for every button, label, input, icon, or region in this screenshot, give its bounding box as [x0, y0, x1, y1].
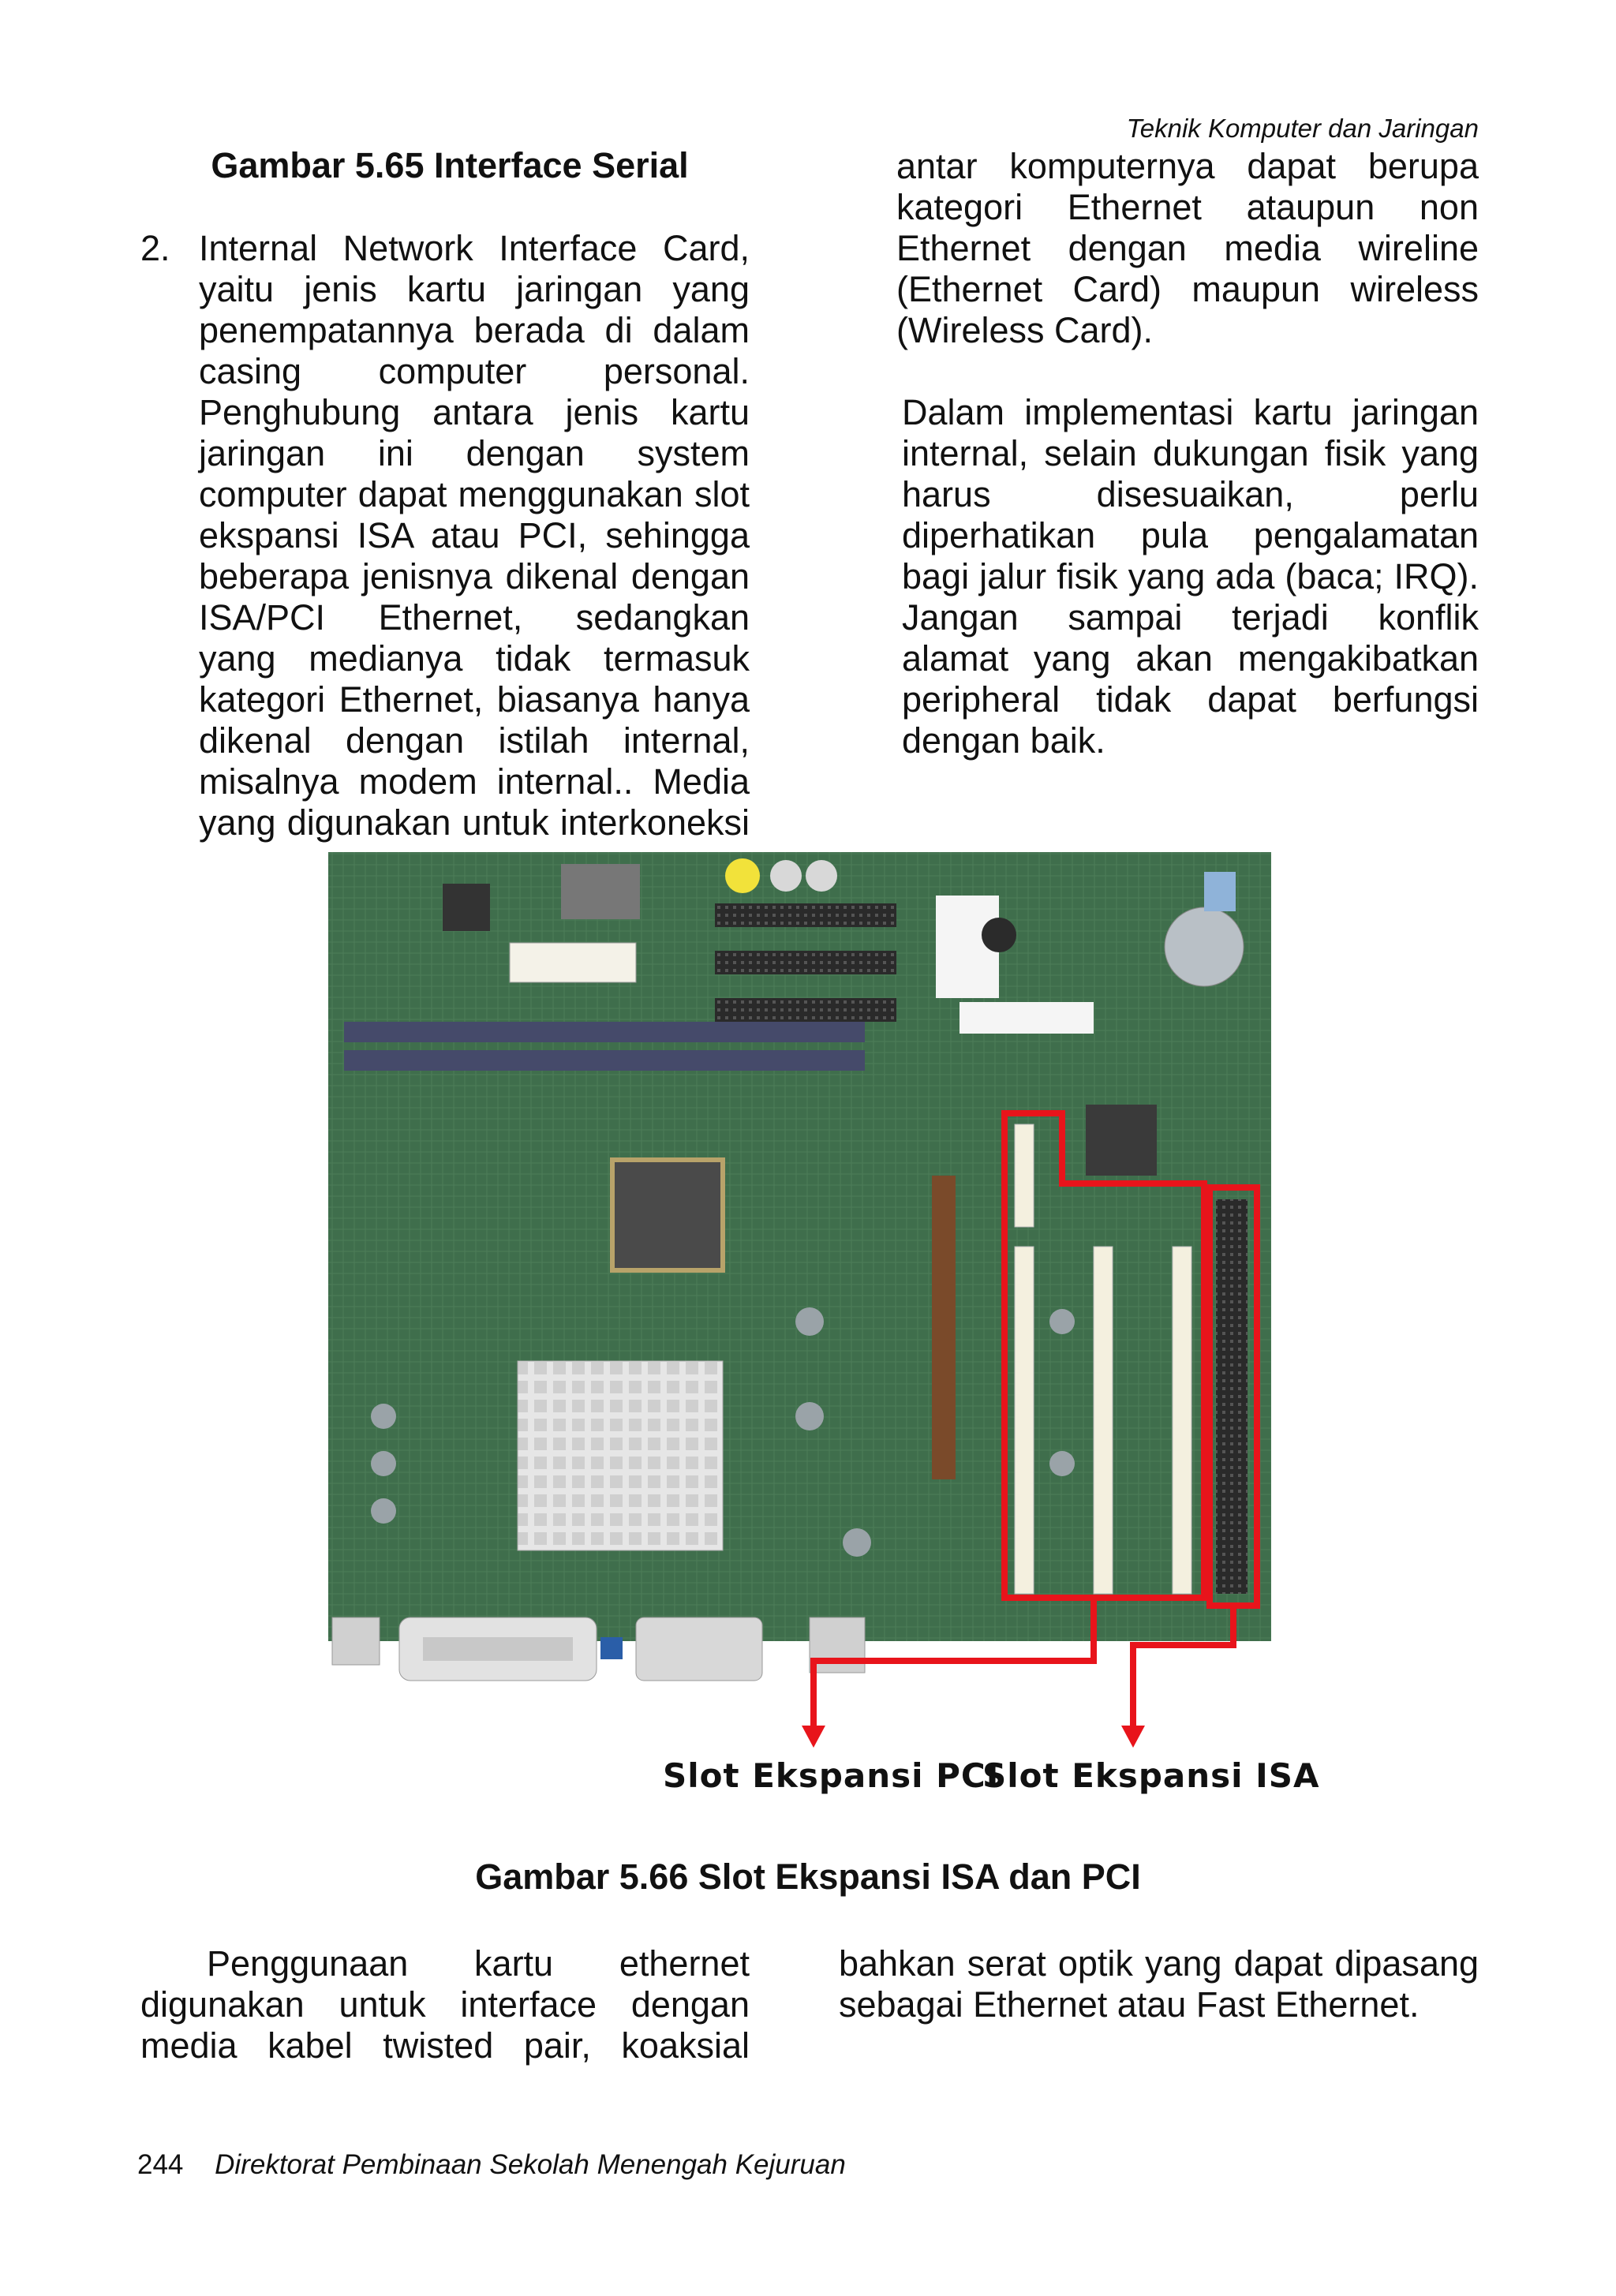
text-line: bahkan serat optik yang dapat dipasang [839, 1943, 1479, 1984]
figure-caption-5-65: Gambar 5.65 Interface Serial [211, 145, 689, 185]
serial-port [636, 1617, 762, 1681]
capacitor [1049, 1309, 1075, 1334]
pci-arrowhead [802, 1726, 825, 1748]
text-line: (Wireless Card). [896, 310, 1154, 350]
text-line: casing computer personal. [199, 351, 750, 391]
text-line: dikenal dengan istilah internal, [199, 720, 750, 761]
text-line: beberapa jenisnya dikenal dengan [199, 556, 750, 596]
text-line: digunakan untuk interface dengan [140, 1984, 750, 2025]
text-line: Ethernet dengan media wireline [896, 228, 1479, 268]
isa-slot [1216, 1199, 1248, 1594]
ps2-port [332, 1617, 380, 1665]
capacitor [843, 1528, 871, 1557]
text-line: sebagai Ethernet atau Fast Ethernet. [839, 1984, 1420, 2025]
text-line: kategori Ethernet, biasanya hanya [199, 679, 750, 720]
right-paragraph-2 [902, 392, 1479, 761]
text-line: bagi jalur fisik yang ada (baca; IRQ). [902, 556, 1479, 596]
chip [561, 864, 640, 919]
text-line: dengan baik. [902, 720, 1105, 761]
capacitor-yellow [725, 858, 760, 893]
capacitor [770, 860, 802, 892]
dip-switch [1204, 872, 1236, 911]
list-number: 2. [140, 228, 170, 268]
buzzer [982, 918, 1016, 952]
vga-port [600, 1637, 623, 1659]
text-line: harus disesuaikan, perlu [902, 474, 1479, 514]
capacitor [806, 860, 837, 892]
text-line: kategori Ethernet ataupun non [896, 187, 1479, 227]
capacitor [795, 1402, 824, 1430]
heatsink [518, 1361, 723, 1550]
text-line: yang digunakan untuk interkoneksi [199, 802, 750, 843]
pci-slot [1015, 1247, 1034, 1594]
label-slot-isa: Slot Ekspansi ISA [982, 1756, 1320, 1795]
capacitor [1049, 1451, 1075, 1476]
text-line: misalnya modem internal.. Media [199, 761, 750, 802]
text-line: internal, selain dukungan fisik yang [902, 433, 1479, 473]
sticker [960, 1002, 1094, 1034]
text-line: jaringan ini dengan system [199, 433, 750, 473]
text-line: Internal Network Interface Card, [199, 228, 750, 268]
bottom-left-paragraph [140, 1943, 750, 2066]
text-line: computer dapat menggunakan slot [199, 474, 750, 514]
northbridge-chip [612, 1160, 723, 1270]
bottom-right-paragraph [839, 1943, 1479, 2025]
text-line: Penghubung antara jenis kartu [199, 392, 750, 432]
capacitor [371, 1451, 396, 1476]
motherboard-image [305, 848, 1283, 1756]
page-footer [137, 2149, 846, 2181]
capacitor [795, 1307, 824, 1336]
power-connector [510, 943, 636, 982]
text-line: penempatannya berada di dalam [199, 310, 750, 350]
chip [443, 884, 490, 931]
text-line: Penggunaan kartu ethernet [207, 1943, 750, 1984]
agp-slot [932, 1176, 956, 1479]
footer-org: Direktorat Pembinaan Sekolah Menengah Kejuruan [215, 2149, 846, 2180]
parallel-port-pins [423, 1637, 573, 1661]
pci-slot [1173, 1247, 1191, 1594]
floppy-header [715, 998, 896, 1022]
right-paragraph-1 [896, 146, 1479, 351]
ram-slot [344, 1022, 865, 1042]
capacitor [371, 1404, 396, 1429]
pci-slot [1015, 1124, 1034, 1227]
capacitor [371, 1498, 396, 1524]
text-line: yang medianya tidak termasuk [199, 638, 750, 679]
text-line: diperhatikan pula pengalamatan [902, 515, 1479, 555]
list-item-paragraph [199, 228, 750, 843]
text-line: (Ethernet Card) maupun wireless [896, 269, 1479, 309]
text-line: Dalam implementasi kartu jaringan [902, 392, 1479, 432]
text-line: antar komputernya dapat berupa [896, 146, 1479, 186]
text-line: peripheral tidak dapat berfungsi [902, 679, 1479, 720]
isa-arrowhead [1121, 1726, 1145, 1748]
text-line: alamat yang akan mengakibatkan [902, 638, 1479, 679]
text-line: Jangan sampai terjadi konflik [902, 597, 1479, 638]
text-line: ekspansi ISA atau PCI, sehingga [199, 515, 750, 555]
chipset [1086, 1105, 1157, 1176]
text-line: ISA/PCI Ethernet, sedangkan [199, 597, 750, 638]
ram-slot [344, 1050, 865, 1071]
running-header: Teknik Komputer dan Jaringan [1126, 114, 1479, 143]
ide-header [715, 951, 896, 974]
text-line: media kabel twisted pair, koaksial [140, 2025, 750, 2066]
label-slot-pci: Slot Ekspansi PCI [663, 1756, 1000, 1795]
pci-slot [1094, 1247, 1113, 1594]
figure-caption-5-66: Gambar 5.66 Slot Ekspansi ISA dan PCI [475, 1857, 1141, 1897]
ide-header [715, 903, 896, 927]
usb-port [810, 1617, 865, 1673]
cmos-battery [1165, 907, 1244, 986]
text-line: yaitu jenis kartu jaringan yang [199, 269, 750, 309]
page-number: 244 [137, 2149, 184, 2180]
